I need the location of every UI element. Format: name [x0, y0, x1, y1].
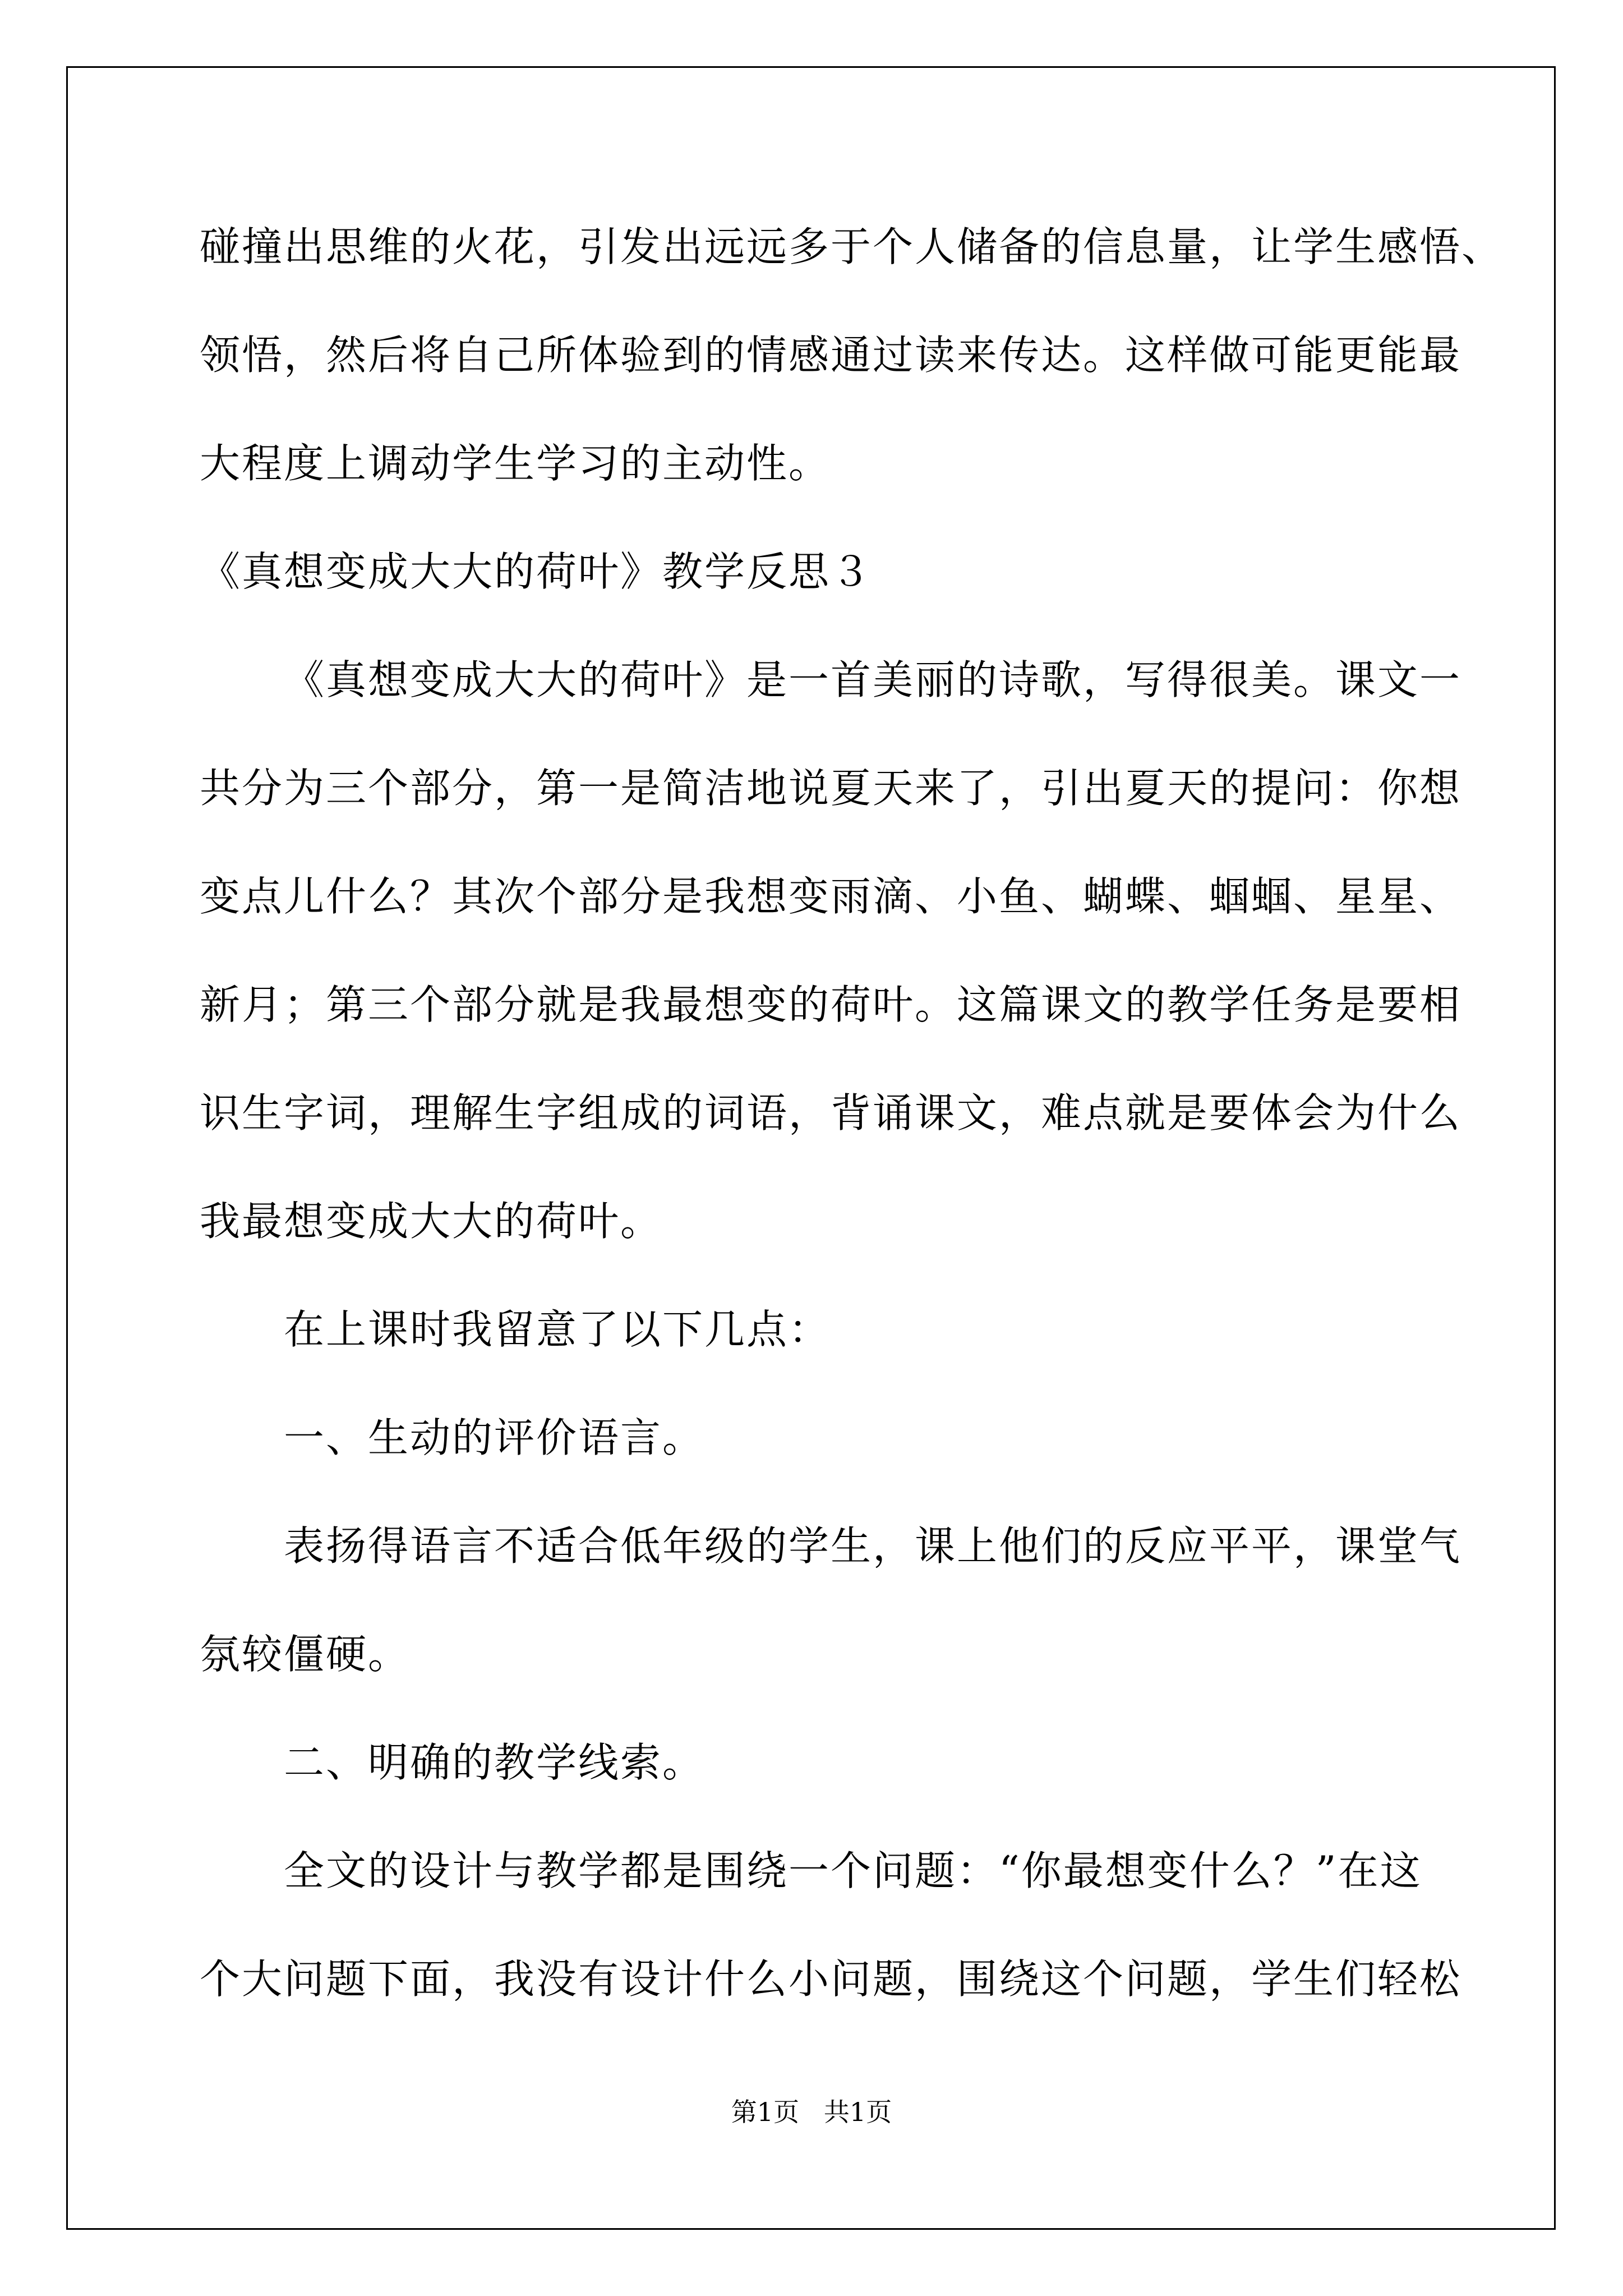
- paragraph-line: 识生字词，理解生字组成的词语，背诵课文，难点就是要体会为什么: [200, 1089, 1462, 1137]
- text-line: 大程度上调动学生学习的主动性。: [200, 440, 831, 487]
- section-title: 《真想变成大大的荷叶》教学反思３: [200, 548, 873, 595]
- text-line: 领悟，然后将自己所体验到的情感通过读来传达。这样做可能更能最: [200, 332, 1462, 379]
- paragraph-line: 共分为三个部分，第一是简洁地说夏天来了，引出夏天的提问：你想: [200, 765, 1462, 812]
- paragraph-line: 变点儿什么？其次个部分是我想变雨滴、小鱼、蝴蝶、蝈蝈、星星、: [200, 873, 1462, 920]
- note-intro: 在上课时我留意了以下几点：: [284, 1306, 831, 1353]
- text-line: 碰撞出思维的火花，引发出远远多于个人储备的信息量，让学生感悟、: [200, 223, 1504, 270]
- point-two-line: 全文的设计与教学都是围绕一个问题：“你最想变什么？”在这: [284, 1847, 1422, 1894]
- paragraph-line: 新月；第三个部分就是我最想变的荷叶。这篇课文的教学任务是要相: [200, 981, 1462, 1028]
- point-one-line: 氛较僵硬。: [200, 1631, 411, 1678]
- page-number-footer: 第1页 共1页: [731, 2097, 892, 2127]
- paragraph-line: 我最想变成大大的荷叶。: [200, 1198, 663, 1245]
- paragraph-line: 《真想变成大大的荷叶》是一首美丽的诗歌，写得很美。课文一: [284, 656, 1462, 703]
- point-two-line: 个大问题下面，我没有设计什么小问题，围绕这个问题，学生们轻松: [200, 1955, 1462, 2003]
- point-one-heading: 一、生动的评价语言。: [284, 1414, 705, 1461]
- point-one-line: 表扬得语言不适合低年级的学生，课上他们的反应平平，课堂气: [284, 1522, 1462, 1570]
- page-border: [66, 66, 1556, 2230]
- point-two-heading: 二、明确的教学线索。: [284, 1739, 705, 1786]
